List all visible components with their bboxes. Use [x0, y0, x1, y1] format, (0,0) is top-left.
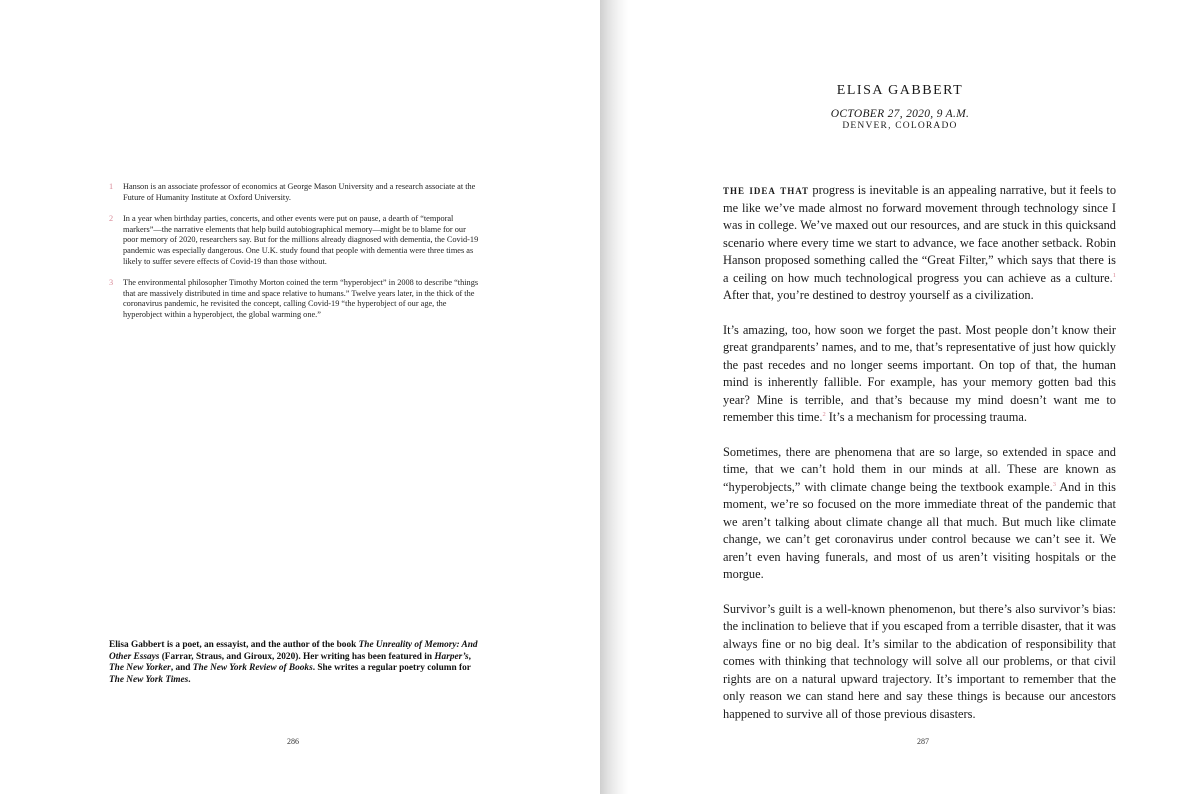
footnote-reference[interactable]: 1: [1112, 271, 1116, 279]
bio-publication: Harper’s: [434, 651, 469, 662]
location: DENVER, COLORADO: [842, 121, 958, 131]
lead-in: the idea that: [723, 183, 810, 197]
footnote-number: 2: [109, 214, 114, 224]
paragraph-text: It’s amazing, too, how soon we forget the past. Most people don’t know their great grandparents’ names, and to me, that’s representative of just how quickly the past recedes and no longer seems important. On top of that, the human mind is inherently fallible. For example, has your memory gotten bad this year? Mine is terrible, and that’s because my mind doesn’t want me to remember this time.: [723, 322, 1116, 424]
right-page: [600, 0, 1200, 794]
footnotes: [109, 182, 479, 332]
paragraph: [723, 182, 1116, 305]
paragraph-text: After that, you’re destined to destroy yourself as a civilization.: [723, 288, 1034, 302]
paragraph-text: progress is inevitable is an appealing narrative, but it feels to me like we’ve made almost no forward movement through technology since I was in college. We’ve maxed out our resources, and are stuck in this quicksand scenario where every time we start to advance, we face another setback. Robin Hanson proposed something called the “Great Filter,” which says that there is a ceiling on how much technological progress you can achieve as a culture.: [723, 183, 1117, 285]
bio-text: (Farrar, Straus, and Giroux, 2020). Her writing has been featured in: [159, 651, 435, 662]
bio-text: Elisa Gabbert is a poet, an essayist, and the author of the book: [109, 640, 359, 650]
paragraph-text: Survivor’s guilt is a well-known phenomenon, but there’s also survivor’s bias: the inclination to believe that if you escaped from a terrible disaster, that it was always fine or no big deal. It’s similar to the abdication of responsibility that comes with thinking that technology will solve all our problems, or that civil rights are on a natural upward trajectory. It’s important to remember that the only reason we can stand here and say these things is because our ancestors happened to survive all of those previous disasters.: [723, 601, 1116, 721]
page-number: 286: [287, 737, 299, 746]
footnote-reference[interactable]: 3: [1052, 480, 1056, 488]
bio-text: . She writes a regular poetry column for: [312, 663, 471, 674]
footnote-number: 3: [109, 278, 114, 288]
footnote-text: The environmental philosopher Timothy Morton coined the term “hyperobject” in 2008 to describe “things that are massively distributed in time and space relative to humans.” Twelve years later, in the thick of the coronavirus pandemic, he revisited the concept, calling Covid-19 “the hyperobject of our age, the hyperobject within a hyperobject, the global warming one.”: [123, 278, 479, 319]
essay-body: [723, 182, 1116, 740]
bio-text: .: [188, 674, 191, 685]
footnote-number: 1: [109, 182, 114, 191]
bio-book-title: The Unreality of Memory: And Other Essays: [109, 640, 478, 662]
bio-text: , and: [170, 663, 193, 674]
footnote: [109, 278, 479, 320]
bio-publication: The New York Times: [109, 674, 189, 685]
paragraph: [723, 601, 1116, 724]
author-bio: [109, 640, 481, 686]
paragraph-text: It’s a mechanism for processing trauma.: [825, 410, 1027, 424]
essay-header: [600, 83, 1200, 131]
footnote-text: In a year when birthday parties, concerts, and other events were put on pause, a dearth of “temporal markers”—the narrative elements that help build autobiographical memory—might be to blame for our poor memory of 2020, researchers say. But for the millions already diagnosed with dementia, the Covid-19 pandemic was especially dangerous. One U.K. study found that people with dementia were three times as likely to suffer severe effects of Covid-19 than those without.: [123, 214, 479, 266]
footnote-reference[interactable]: 2: [822, 411, 826, 418]
footnote-text: Hanson is an associate professor of economics at George Mason University and a research associate at the Future of Humanity Institute at Oxford University.: [123, 182, 476, 202]
author-name: ELISA GABBERT: [836, 83, 964, 98]
bio-text: ,: [468, 651, 471, 662]
dateline: OCTOBER 27, 2020, 9 A.M.: [830, 108, 970, 120]
paragraph-text: And in this moment, we’re so focused on the more immediate threat of the pandemic that we aren’t talking about climate change all that much. But much like climate change, we can’t get coronavirus under control because we can’t see it. We aren’t even having funerals, and most of us aren’t visiting hospitals or the morgue.: [723, 479, 1116, 581]
footnote: [109, 182, 479, 203]
paragraph-text: Sometimes, there are phenomena that are so large, so extended in space and time, that we can’t hold them in our minds at all. These are known as “hyperobjects,” with climate change being the textbook example.: [723, 444, 1116, 494]
footnote: [109, 214, 479, 267]
page-number: 287: [917, 737, 929, 746]
bio-publication: The New York Review of Books: [192, 663, 313, 674]
paragraph: [723, 322, 1116, 427]
bio-publication: The New Yorker: [109, 663, 171, 674]
paragraph: [723, 444, 1116, 584]
